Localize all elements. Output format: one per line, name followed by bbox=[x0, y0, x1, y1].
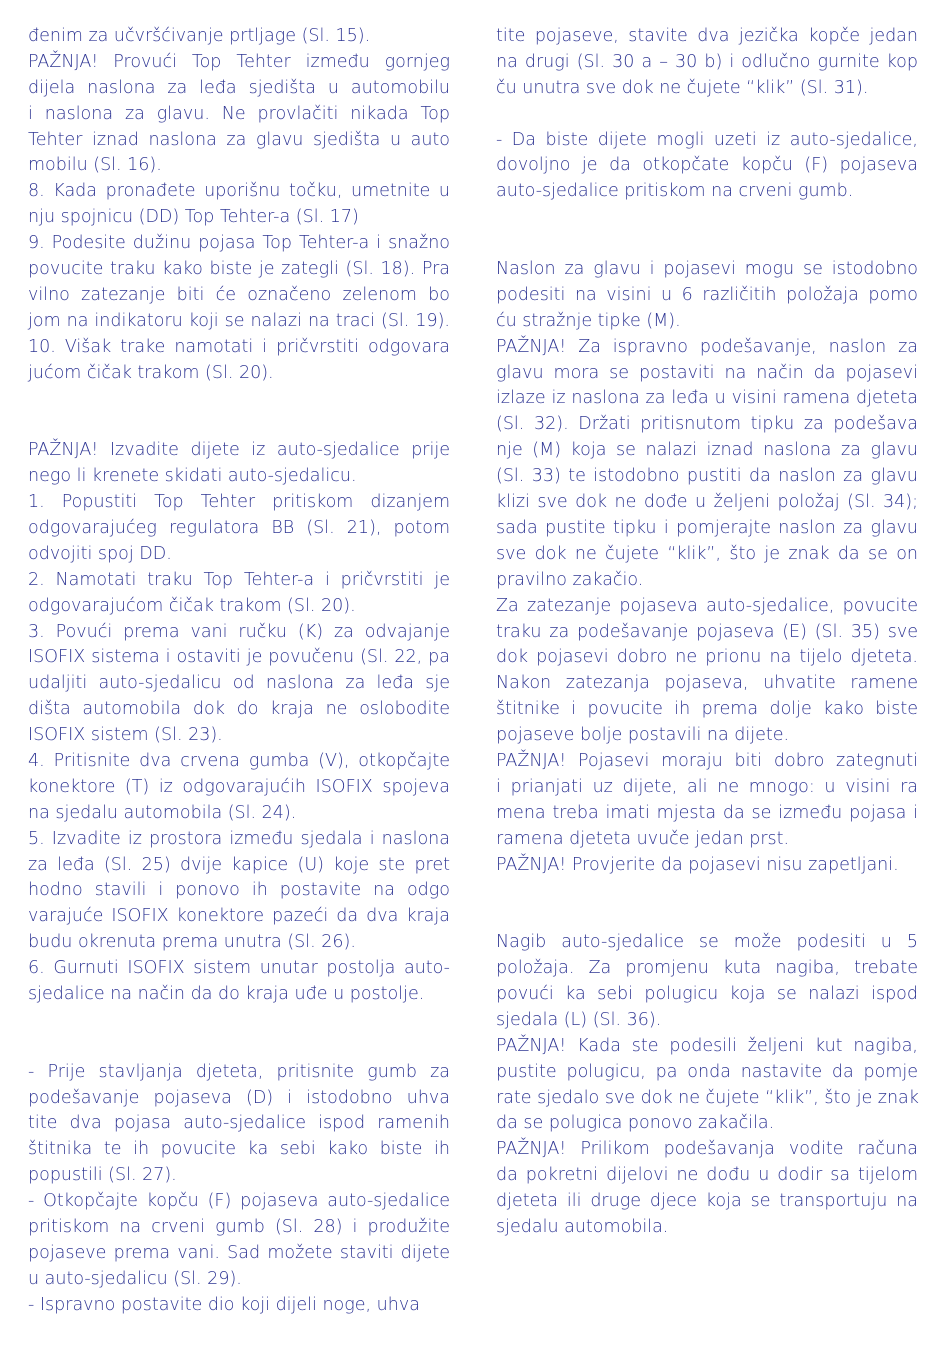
text-line: - Otkopčajte kopču (F) pojaseva auto-sjedalice bbox=[28, 1191, 450, 1212]
text-line: hodno stavili i ponovo ih postavite na odgo bbox=[28, 880, 450, 901]
text-line: 10. Višak trake namotati i pričvrstiti odgovara bbox=[28, 336, 450, 357]
spacer bbox=[496, 102, 918, 128]
headrest-harness-block bbox=[496, 257, 918, 878]
text-line: auto-sjedalice pritiskom na crveni gumb. bbox=[496, 181, 854, 202]
text-line: pritiskom na crveni gumb (Sl. 28) i produžite bbox=[28, 1217, 450, 1237]
text-line: 1. Popustiti Top Tehter pritiskom dizanjem bbox=[28, 492, 450, 513]
recline-block bbox=[496, 930, 918, 1241]
text-line: dovoljno je da otkopčate kopču (F) pojaseva bbox=[496, 155, 918, 176]
text-line: 9. Podesite dužinu pojasa Top Tehter-a i snažno bbox=[28, 233, 450, 254]
text-line: mena treba imati mjesta da se između pojasa i bbox=[496, 802, 918, 823]
text-line: u auto-sjedalicu (Sl. 29). bbox=[28, 1268, 242, 1289]
text-line: PAŽNJA! Pojasevi moraju biti dobro zategnuti bbox=[496, 750, 918, 771]
text-line: đenim za učvršćivanje prtljage (Sl. 15). bbox=[28, 26, 371, 46]
text-line: djeteta ili druge djece koja se transportuju na bbox=[496, 1191, 918, 1212]
text-line: 3. Povući prema vani ručku (K) za odvajanje bbox=[28, 621, 450, 642]
text-line: na sjedalu automobila (Sl. 24). bbox=[28, 802, 297, 823]
text-line: 8. Kada pronađete uporišnu točku, umetnite u bbox=[28, 181, 450, 202]
text-line: mobilu (Sl. 16). bbox=[28, 155, 162, 176]
text-line: popustili (Sl. 27). bbox=[28, 1165, 177, 1186]
text-line: tite pojaseve, stavite dva jezička kopče jedan bbox=[496, 26, 918, 46]
text-line: PAŽNJA! Prilikom podešavanja vodite računa bbox=[496, 1139, 918, 1160]
text-line: pravilno zakačio. bbox=[496, 569, 644, 590]
text-line: i naslona za glavu. Ne provlačiti nikada Top bbox=[28, 103, 450, 124]
text-line: vilno zatezanje biti će označeno zelenom bo bbox=[28, 284, 450, 305]
spacer bbox=[28, 1008, 450, 1060]
text-line: da pokretni dijelovi ne dođu u dodir sa tijelom bbox=[496, 1165, 918, 1186]
text-line: povući ka sebi polugicu koja se nalazi ispod bbox=[496, 983, 918, 1004]
text-line: da se polugica ponovo zakačila. bbox=[496, 1113, 775, 1134]
text-line: nje (M) koja se nalazi iznad naslona za glavu bbox=[496, 440, 918, 461]
text-line: Nagib auto-sjedalice se može podesiti u 5 bbox=[496, 932, 918, 953]
text-line: dijela naslona za leđa sjedišta u automobilu bbox=[28, 77, 450, 98]
text-line: 5. Izvadite iz prostora između sjedala i naslona bbox=[28, 828, 450, 849]
text-line: štitnika te ih povucite ka sebi kako biste ih bbox=[28, 1139, 450, 1160]
text-line: izlaze iz naslona za leđa u visini ramena djeteta bbox=[496, 388, 918, 409]
text-line: budu okrenuta prema unutra (Sl. 26). bbox=[28, 932, 356, 953]
text-line: sjedalice na način da do kraja uđe u postolje. bbox=[28, 983, 425, 1004]
text-line: 4. Pritisnite dva crvena gumba (V), otkopčajte bbox=[28, 750, 450, 771]
spacer bbox=[28, 386, 450, 438]
text-line: Nakon zatezanja pojaseva, uhvatite ramene bbox=[496, 673, 918, 694]
spacer bbox=[496, 878, 918, 930]
text-line: PAŽNJA! Provući Top Tehter između gornjeg bbox=[28, 51, 450, 72]
installation-steps-block bbox=[28, 24, 450, 386]
text-line: nego li krenete skidati auto-sjedalicu. bbox=[28, 466, 357, 487]
text-line: - Da biste dijete mogli uzeti iz auto-sjedalice, bbox=[496, 129, 918, 150]
text-line: ISOFIX sistema i ostaviti je povučenu (Sl. 22, pa bbox=[28, 647, 450, 668]
text-line: pojaseve prema vani. Sad možete staviti dijete bbox=[28, 1242, 450, 1263]
text-line: sve dok ne čujete “klik”, što je znak da se on bbox=[496, 543, 918, 564]
text-line: tite dva pojasa auto-sjedalice ispod ramenih bbox=[28, 1113, 450, 1134]
text-line: 2. Namotati traku Top Tehter-a i pričvrstiti je bbox=[28, 569, 450, 590]
text-line: štitnike i povucite ih prema dolje kako biste bbox=[496, 699, 918, 720]
text-line: sjedala (L) (Sl. 36). bbox=[496, 1009, 662, 1030]
text-line: rate sjedalo sve dok ne čujete “klik”, što je znak bbox=[496, 1087, 919, 1108]
text-line: pustite polugicu, pa onda nastavite da pomje bbox=[496, 1061, 918, 1082]
text-line: jućom čičak trakom (Sl. 20). bbox=[28, 362, 274, 383]
text-line: dišta automobila dok do kraja ne oslobodite bbox=[28, 699, 450, 720]
text-line: položaja. Za promjenu kuta nagiba, trebate bbox=[496, 958, 918, 979]
text-line: - Ispravno postavite dio koji dijeli noge, uhva bbox=[28, 1294, 420, 1315]
text-line: dok pojasevi dobro ne prionu na tijelo djeteta. bbox=[496, 647, 918, 668]
text-line: ISOFIX sistem (Sl. 23). bbox=[28, 725, 223, 746]
spacer bbox=[496, 205, 918, 257]
text-line: ramena djeteta uvuče jedan prst. bbox=[496, 828, 790, 849]
text-line: - Prije stavljanja djeteta, pritisnite gumb za bbox=[28, 1061, 450, 1082]
text-line: traku za podešavanje pojaseva (E) (Sl. 35) sve bbox=[496, 621, 918, 642]
text-line: i prianjati uz dijete, ali ne mnogo: u visini ra bbox=[496, 776, 918, 797]
text-line: za leđa (Sl. 25) dvije kapice (U) koje ste pret bbox=[28, 854, 450, 875]
text-line: Tehter iznad naslona za glavu sjedišta u auto bbox=[28, 129, 450, 150]
text-line: varajuće ISOFIX konektore pazeći da dva kraja bbox=[28, 906, 450, 927]
text-line: PAŽNJA! Za ispravno podešavanje, naslon za bbox=[496, 336, 918, 357]
text-line: udaljiti auto-sjedalicu od naslona za leđa sje bbox=[28, 673, 450, 694]
left-column bbox=[28, 24, 450, 1319]
placing-child-block bbox=[28, 1060, 450, 1319]
text-line: 6. Gurnuti ISOFIX sistem unutar postolja auto- bbox=[28, 958, 450, 979]
text-line: (Sl. 33) te istodobno pustiti da naslon za glavu bbox=[496, 466, 918, 487]
text-line: glavu mora se postaviti na način da pojasevi bbox=[496, 362, 918, 383]
text-line: PAŽNJA! Kada ste podesili željeni kut nagiba, bbox=[496, 1035, 918, 1056]
text-line: ću stražnje tipke (M). bbox=[496, 310, 681, 331]
text-line: nju spojnicu (DD) Top Tehter-a (Sl. 17) bbox=[28, 207, 359, 228]
buckle-fastening-block bbox=[496, 24, 918, 102]
text-line: sjedalu automobila. bbox=[496, 1217, 669, 1237]
taking-child-out-block bbox=[496, 128, 918, 206]
text-line: Za zatezanje pojaseva auto-sjedalice, povucite bbox=[496, 595, 918, 616]
text-line: konektore (T) iz odgovarajućih ISOFIX spojeva bbox=[28, 776, 450, 797]
text-line: sada pustite tipku i pomjerajte naslon za glavu bbox=[496, 517, 918, 538]
text-line: na drugi (Sl. 30 a – 30 b) i odlučno gurnite kop bbox=[496, 51, 918, 72]
text-line: jom na indikatoru koji se nalazi na traci (Sl. 19). bbox=[28, 310, 450, 331]
text-line: (Sl. 32). Držati pritisnutom tipku za podešava bbox=[496, 414, 918, 435]
text-line: Naslon za glavu i pojasevi mogu se istodobno bbox=[496, 259, 918, 280]
text-line: klizi sve dok ne dođe u željeni položaj (Sl. 34); bbox=[496, 492, 918, 513]
right-column bbox=[496, 24, 918, 1241]
text-line: odgovarajućom čičak trakom (Sl. 20). bbox=[28, 595, 356, 616]
text-line: odvojiti spoj DD. bbox=[28, 543, 172, 564]
text-line: odgovarajućeg regulatora BB (Sl. 21), potom bbox=[28, 517, 450, 538]
text-line: PAŽNJA! Provjerite da pojasevi nisu zapetljani. bbox=[496, 854, 899, 875]
text-line: pojaseve bolje postavili na dijete. bbox=[496, 725, 790, 746]
text-line: podesiti na visini u 6 različitih položaja pomo bbox=[496, 284, 918, 305]
removal-steps-block bbox=[28, 438, 450, 1008]
text-line: ču unutra sve dok ne čujete “klik” (Sl. 31). bbox=[496, 77, 869, 98]
text-line: PAŽNJA! Izvadite dijete iz auto-sjedalice prije bbox=[28, 440, 450, 461]
text-line: povucite traku kako biste je zategli (Sl. 18). Pra bbox=[28, 259, 450, 280]
text-line: podešavanje pojaseva (D) i istodobno uhva bbox=[28, 1087, 450, 1108]
